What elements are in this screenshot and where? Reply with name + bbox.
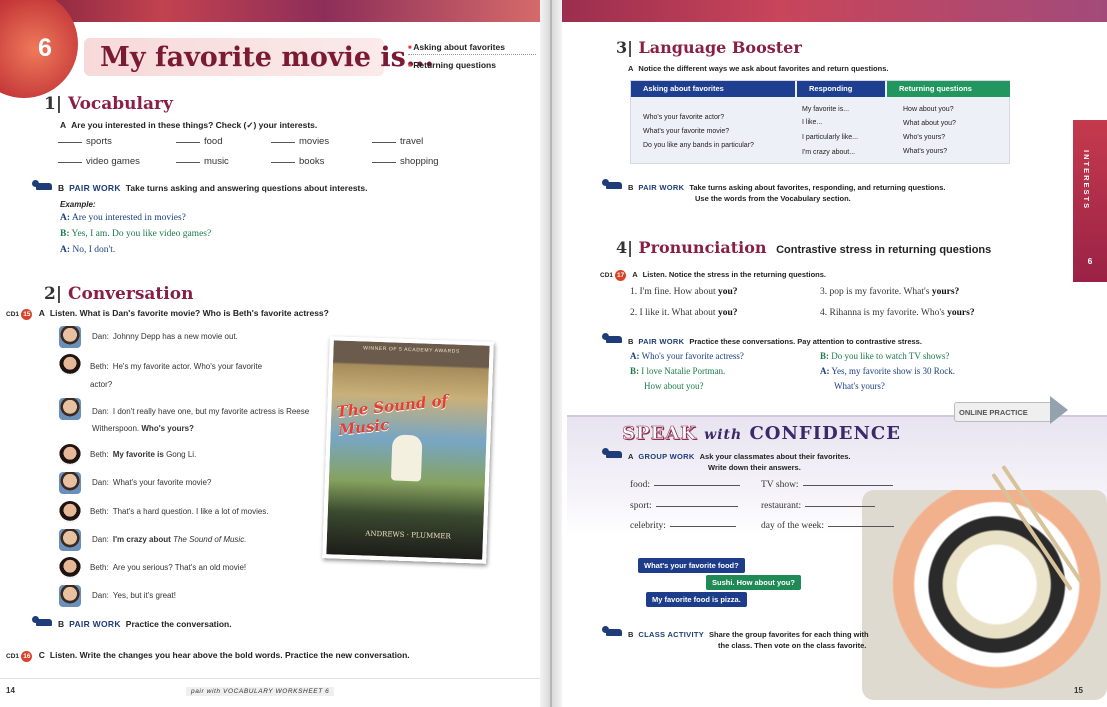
table-cell: I like...	[802, 119, 823, 126]
speak-instruction-b2: the class. Then vote on the class favorite.	[718, 641, 867, 650]
conversation-instruction-c: CD1 16 C Listen. Write the changes you hear above the bold words. Practice the new conversation.	[6, 650, 410, 660]
pronunciation-subheading: Contrastive stress in returning questions	[776, 244, 992, 256]
pron-instruction-a: CD1 17 A Listen. Notice the stress in the returning questions.	[600, 270, 826, 279]
online-practice-link[interactable]: ONLINE PRACTICE	[954, 402, 1054, 422]
table-cell: What's yours?	[903, 148, 948, 155]
beth-avatar	[59, 354, 81, 376]
dan-avatar	[59, 472, 81, 494]
dialogue-line-7: Dan: I'm crazy about The Sound of Music.	[92, 535, 247, 544]
speak-instruction-b: B CLASS ACTIVITY Share the group favorites for each thing with	[606, 629, 869, 639]
dialogue-line-4: Beth: My favorite is Gong Li.	[90, 450, 197, 459]
table-cell: My favorite is...	[802, 106, 850, 113]
speak-title: SPEAK with CONFIDENCE	[622, 423, 901, 444]
pair-work-icon	[36, 619, 52, 626]
table-header-responding: Responding	[797, 81, 885, 97]
dialogue-line-8: Beth: Are you serious? That's an old movie!	[90, 563, 247, 572]
table-header-asking: Asking about favorites	[631, 81, 795, 97]
pron-item-1: 1. I'm fine. How about you?	[630, 287, 738, 297]
book-gutter	[540, 0, 562, 707]
booster-instruction-a: A Notice the different ways we ask about favorites and return questions.	[628, 64, 889, 73]
dan-avatar	[59, 529, 81, 551]
dan-avatar	[59, 326, 81, 348]
table-cell: What's your favorite movie?	[643, 128, 730, 135]
page-title: My favorite movie is...	[100, 42, 435, 73]
cd-label: CD1	[6, 311, 20, 318]
table-cell: Who's your favorite actor?	[643, 114, 725, 121]
movie-poster	[322, 336, 494, 564]
language-booster-heading: 3| Language Booster	[616, 38, 802, 57]
pair-work-icon	[36, 183, 52, 190]
example-line-2: B: Yes, I am. Do you like video games?	[60, 229, 212, 239]
goal-1: ■ Asking about favorites	[408, 42, 505, 52]
vocab-instruction-b: B PAIR WORK Take turns asking and answering questions about interests.	[36, 183, 367, 193]
pron-convo-a-3: How about you?	[644, 381, 704, 391]
example-line-3: A: No, I don't.	[60, 245, 116, 255]
section-title: Vocabulary	[67, 94, 173, 114]
vocab-item-books[interactable]: books	[271, 156, 324, 167]
cd-track-icon[interactable]: 16	[23, 653, 31, 660]
pron-convo-a-1: A: Who's your favorite actress?	[630, 351, 744, 361]
speech-bubble: What's your favorite food?	[638, 558, 745, 573]
vocab-item-food[interactable]: food	[176, 136, 223, 147]
goal-divider	[408, 54, 536, 55]
vocab-item-shopping[interactable]: shopping	[372, 156, 439, 167]
pron-item-3: 3. pop is my favorite. What's yours?	[820, 287, 960, 297]
speech-bubble: Sushi. How about you?	[706, 575, 801, 590]
pron-item-2: 2. I like it. What about you?	[630, 308, 738, 318]
pron-convo-a-2: B: I love Natalie Portman.	[630, 366, 726, 376]
dan-avatar	[59, 398, 81, 420]
table-cell: How about you?	[903, 106, 954, 113]
pron-item-4: 4. Rihanna is my favorite. Who's yours?	[820, 308, 975, 318]
booster-instruction-b2: Use the words from the Vocabulary section.	[695, 194, 851, 203]
group-work-icon	[606, 451, 622, 458]
field-day-of-week[interactable]: day of the week:	[761, 521, 894, 531]
table-cell: I'm crazy about...	[802, 149, 856, 156]
pron-convo-b-1: B: Do you like to watch TV shows?	[820, 351, 950, 361]
table-cell: Who's yours?	[903, 134, 946, 141]
vocab-item-travel[interactable]: travel	[372, 136, 423, 147]
photo-banner	[0, 0, 540, 22]
page-number: 15	[1074, 686, 1083, 695]
dialogue-line-9: Dan: Yes, but it's great!	[92, 591, 176, 600]
side-tab-label: INTERESTS	[1082, 150, 1091, 211]
table-cell: Do you like any bands in particular?	[643, 142, 754, 149]
poster-figure	[391, 434, 423, 481]
field-food[interactable]: food:	[630, 480, 740, 490]
field-celebrity[interactable]: celebrity:	[630, 521, 736, 531]
worksheet-link[interactable]: pair with VOCABULARY WORKSHEET 6	[186, 687, 334, 696]
field-sport[interactable]: sport:	[630, 501, 738, 511]
dialogue-line-5: Dan: What's your favorite movie?	[92, 478, 212, 487]
example-line-1: A: Are you interested in movies?	[60, 213, 186, 223]
beth-avatar	[59, 444, 81, 466]
arrow-icon	[1050, 396, 1068, 424]
right-page	[562, 0, 1107, 707]
dialogue-line-6: Beth: That's a hard question. I like a lot of movies.	[90, 507, 269, 516]
side-tab-number: 6	[1087, 256, 1093, 266]
vocabulary-heading: 1| Vocabulary	[44, 94, 173, 114]
dialogue-line-2: Beth: He's my favorite actor. Who's your favorite actor?	[90, 362, 263, 389]
dialogue-line-3: Dan: I don't really have one, but my favorite actress is Reese Witherspoon. Who's yours?	[92, 407, 310, 433]
conversation-heading: 2| Conversation	[44, 284, 194, 304]
speak-instruction-a: A GROUP WORK Ask your classmates about their favorites.	[606, 451, 851, 461]
pron-convo-b-3: What's yours?	[834, 381, 885, 391]
poster-title: The Sound of Music	[335, 391, 449, 439]
goal-2: ■ Returning questions	[408, 60, 496, 70]
field-tv-show[interactable]: TV show:	[761, 480, 893, 490]
cd-track-icon[interactable]: 17	[616, 272, 625, 279]
table-cell: I particularly like...	[802, 134, 859, 141]
speak-instruction-a2: Write down their answers.	[708, 463, 801, 472]
photo-banner	[562, 0, 1107, 22]
booster-instruction-b: B PAIR WORK Take turns asking about favorites, responding, and returning questions.	[606, 182, 945, 192]
beth-avatar	[59, 557, 81, 579]
beth-avatar	[59, 501, 81, 523]
class-activity-icon	[606, 629, 622, 636]
dan-avatar	[59, 585, 81, 607]
vocab-item-sports[interactable]: sports	[58, 136, 112, 147]
pair-work-icon	[606, 336, 622, 343]
field-restaurant[interactable]: restaurant:	[761, 501, 875, 511]
vocab-item-music[interactable]: music	[176, 156, 229, 167]
language-table	[630, 80, 1010, 164]
vocab-instruction-a: A Are you interested in these things? Check (✓) your interests.	[60, 120, 318, 130]
table-header-returning: Returning questions	[887, 81, 1010, 97]
unit-number: 6	[38, 34, 52, 62]
pair-work-icon	[606, 182, 622, 189]
example-label: Example:	[60, 200, 96, 209]
conversation-instruction-b: B PAIR WORK Practice the conversation.	[36, 619, 232, 629]
pron-instruction-b: B PAIR WORK Practice these conversations. Pay attention to contrastive stress.	[606, 336, 922, 346]
conversation-instruction-a: CD1 15 A Listen. What is Dan's favorite movie? Who is Beth's favorite actress?	[6, 308, 329, 318]
vocab-item-movies[interactable]: movies	[271, 136, 329, 147]
poster-header: WINNER OF 5 ACADEMY AWARDS	[362, 345, 460, 355]
page-number: 14	[6, 686, 15, 695]
left-page	[0, 0, 540, 707]
speech-bubble: My favorite food is pizza.	[646, 592, 747, 607]
poster-names: ANDREWS · PLUMMER	[365, 529, 451, 541]
footer-rule	[0, 678, 540, 679]
vocab-item-video-games[interactable]: video games	[58, 156, 140, 167]
cd-track-icon[interactable]: 15	[23, 311, 31, 318]
section-number: 1	[44, 94, 56, 114]
dialogue-line-1: Dan: Johnny Depp has a new movie out.	[92, 332, 238, 341]
pronunciation-heading: 4| Pronunciation Contrastive stress in returning questions	[616, 238, 992, 257]
sushi-photo	[862, 490, 1107, 700]
pron-convo-b-2: A: Yes, my favorite show is 30 Rock.	[820, 366, 956, 376]
table-cell: What about you?	[903, 120, 956, 127]
